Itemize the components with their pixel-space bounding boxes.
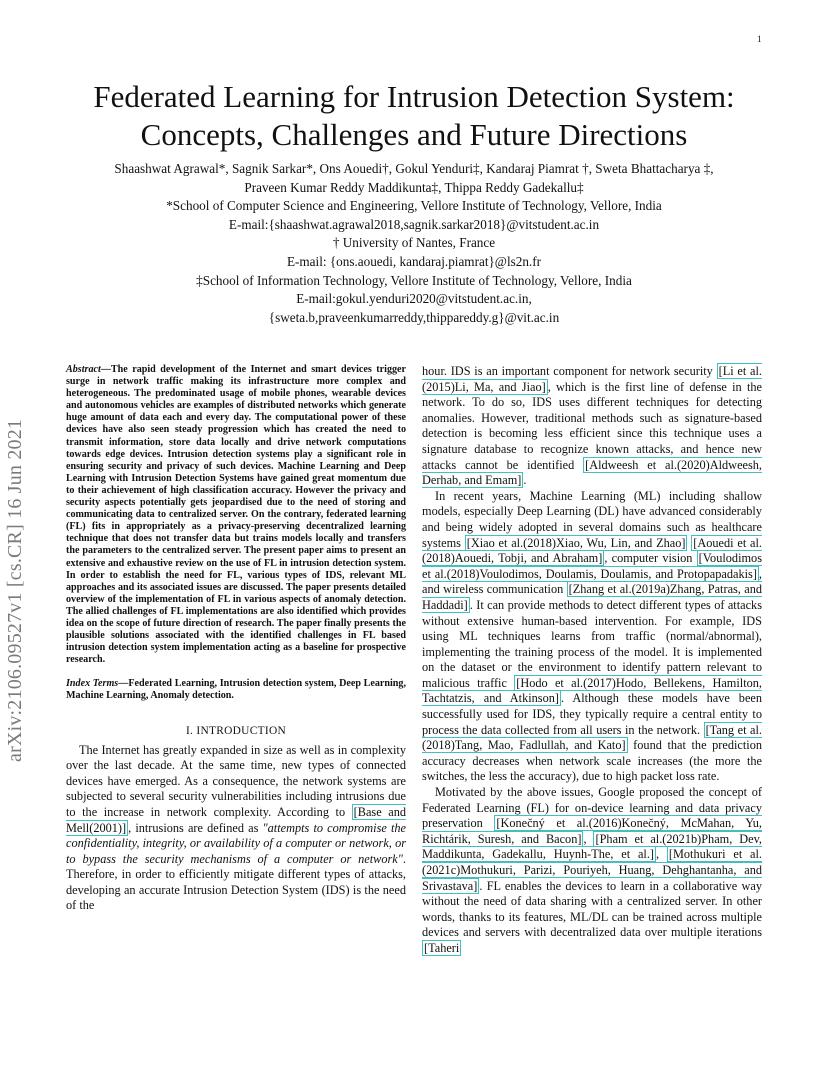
index-terms-lead: Index Terms	[66, 678, 119, 690]
left-column	[66, 364, 406, 914]
citation-link[interactable]: [Konečný et al.(2016)Konečný, McMahan, Yu, Richtárik, Suresh, and Bacon]	[422, 816, 763, 846]
paper-title	[30, 78, 798, 154]
abstract-text: —The rapid development of the Internet and smart devices trigger surge in network traffic making its infrastructure more complex and heterogeneous. The predominated usage of mobile phones, wearable devices and autonomous vehicles are examples of distributed networks which generate huge amount of data each and every day. The computational power of these devices have also seen steady progression which has created the need to transmit information, store data locally and drive network computations towards edge devices. Intrusion detection systems play a significant role in ensuring security and privacy of such devices. Machine Learning and Deep Learning with Intrusion Detection Systems have gained great momentum due to their achievement of high classification accuracy. However the privacy and security aspects potentially gets jeopardised due to the need of storing and communicating data to centralized server. On the contrary, federated learning (FL) fits in appropriately as a privacy-preserving decentralized learning technique that does not transfer data but trains models locally and transfers the parameters to the centralized server. The present paper aims to present an extensive and exhaustive review on the use of FL in intrusion detection system. In order to establish the need for FL, various types of IDS, relevant ML approaches and its associated issues are discussed. The paper presents detailed overview of the implementation of FL in various aspects of anomaly detection. The allied challenges of FL implementations are also identified which provides idea on the scope of future direction of research. The paper finally presents the plausible solutions associated with the identified challenges in FL based intrusion detection system implementation acting as a baseline for prospective research.	[66, 364, 406, 666]
affiliation-line: † University of Nantes, France	[332, 235, 496, 251]
paragraph-text: . Although these models have been successfully used for IDS, they typically require a central entity to process the data collected from all users in the network.	[422, 691, 763, 737]
abstract-lead: Abstract	[66, 364, 101, 375]
arxiv-identifier-stamp: arXiv:2106.09527v1 [cs.CR] 16 Jun 2021	[4, 418, 26, 762]
title-line-1: Federated Learning for Intrusion Detection System:	[93, 79, 735, 114]
paragraph-text: , and wireless communication	[422, 566, 762, 597]
author-line: Praveen Kumar Reddy Maddikunta‡, Thippa Reddy Gadekallu‡	[244, 179, 584, 195]
email-line: E-mail:gokul.yenduri2020@vitstudent.ac.in,	[296, 291, 532, 307]
index-terms-text: —Federated Learning, Intrusion detection system, Deep Learning, Machine Learning, Anomaly detection.	[66, 678, 406, 702]
paragraph-text: . Therefore, in order to efficiently mitigate different types of attacks, developing an accurate Intrusion Detection System (IDS) is the need of the	[66, 851, 406, 913]
citation-link[interactable]: [Tang et al.(2018)Tang, Mao, Fadlullah, and Kato]	[422, 722, 762, 753]
paragraph-text: , which is the first line of defense in the network. To do so, IDS uses different techniques for detecting anomalies. However, traditional methods such as signature-based detection is becoming less efficient since this technique uses a signature database to recognize known attacks, and hence new attacks cannot be identified	[422, 379, 762, 472]
email-line: {sweta.b,praveenkumarreddy,thippareddy.g}@vit.ac.in	[268, 309, 560, 325]
citation-link[interactable]: [Zhang et al.(2019a)Zhang, Patras, and Haddadi]	[422, 582, 762, 612]
paragraph-text: ,	[655, 847, 667, 862]
intro-paragraph-2	[422, 489, 762, 785]
quoted-definition: "attempts to compromise the confidentiality, integrity, or availability of a computer or network, or to bypass the security mechanisms of a computer or network"	[66, 820, 406, 866]
citation-link[interactable]: [Li et al.(2015)Li, Ma, and Jiao]	[422, 364, 762, 394]
email-line: E-mail:{shaashwat.agrawal2018,sagnik.sarkar2018}@vitstudent.ac.in	[228, 216, 600, 232]
citation-link[interactable]: [Taheri	[424, 940, 460, 955]
paragraph-text: ,	[583, 831, 594, 846]
citation-link[interactable]: [Voulodimos et al.(2018)Voulodimos, Doulamis, Doulamis, and Protopapadakis]	[422, 551, 762, 581]
citation-link[interactable]: [Mothukuri et al.(2021c)Mothukuri, Parizi, Pouriyeh, Huang, Dehghantanha, and Srivastava]	[422, 847, 762, 893]
abstract	[66, 364, 406, 666]
email-line: E-mail: {ons.aouedi, kandaraj.piamrat}@ls2n.fr	[286, 253, 542, 269]
paragraph-text: . It can provide methods to detect different types of attacks without extensive human-based intervention. For example, IDS using ML techniques learns from traffic (normal/abnormal), implementing the training process of the model. It is implemented on the dataset or the environment to identify pattern relevant to malicious traffic	[422, 597, 762, 690]
author-line: Shaashwat Agrawal*, Sagnik Sarkar*, Ons Aouedi†, Gokul Yenduri‡, Kandaraj Piamrat †, Sweta Bhattacharya ‡,	[114, 161, 714, 176]
citation-link[interactable]: [Pham et al.(2021b)Pham, Dev, Maddikunta, Gadekallu, Huynh-The, et al.]	[422, 831, 762, 862]
paragraph-text: In recent years, Machine Learning (ML) including shallow models, especially Deep Learning (DL) have advanced considerably and being widely adopted in several domains such as healthcare systems	[422, 488, 762, 550]
citation-link[interactable]: [Hodo et al.(2017)Hodo, Bellekens, Hamilton, Tachtatzis, and Atkinson]	[422, 675, 762, 706]
right-column	[422, 364, 762, 957]
title-line-2: Concepts, Challenges and Future Directions	[140, 117, 688, 152]
paragraph-text: , computer vision	[604, 551, 697, 566]
section-heading: I. INTRODUCTION	[185, 724, 287, 737]
citation-link[interactable]: [Aldweesh et al.(2020)Aldweesh, Derhab, and Emam]	[422, 457, 762, 488]
affiliation-line: *School of Computer Science and Engineering, Vellore Institute of Technology, Vellore, India	[166, 198, 662, 214]
index-terms	[66, 678, 406, 702]
affiliation-line: ‡School of Information Technology, Vellore Institute of Technology, Vellore, India	[196, 272, 632, 288]
page-number: 1	[757, 34, 762, 44]
intro-paragraph-3	[422, 785, 762, 957]
intro-paragraph-1	[66, 743, 406, 915]
author-block	[30, 160, 798, 327]
citation-link[interactable]: [Base and Mell(2001)]	[66, 804, 406, 835]
citation-link[interactable]: [Xiao et al.(2018)Xiao, Wu, Lin, and Zhao]	[466, 535, 686, 550]
paragraph-text: The Internet has greatly expanded in size as well as in complexity over the last decade. At the same time, new types of connected devices have emerged. As a consequence, the network systems are subjected to several security vulnerabilities including intrusions due to the increase in network complexity. According to	[66, 742, 406, 819]
paragraph-text: Motivated by the above issues, Google proposed the concept of Federated Learning (FL) for on-device learning and data privacy preservation	[422, 785, 762, 831]
paragraph-text: .	[523, 473, 527, 488]
paragraph-text: hour. IDS is an important component for network security	[422, 364, 717, 378]
intro-paragraph-1-cont	[422, 364, 762, 489]
paragraph-text: . FL enables the devices to learn in a collaborative way without the need of data sharing with a centralized server. In other words, thanks to its features, ML/DL can be trained across multiple devices and servers with decentralized data over multiple iterations	[422, 878, 762, 940]
citation-link[interactable]: [Aouedi et al.(2018)Aouedi, Tobji, and Abraham]	[422, 535, 762, 566]
paragraph-text: , intrusions are defined as	[128, 820, 263, 835]
paragraph-text: found that the prediction accuracy decreases when network scale increases (the more the switches, the less the accuracy), due to high packet loss rate.	[422, 738, 762, 784]
